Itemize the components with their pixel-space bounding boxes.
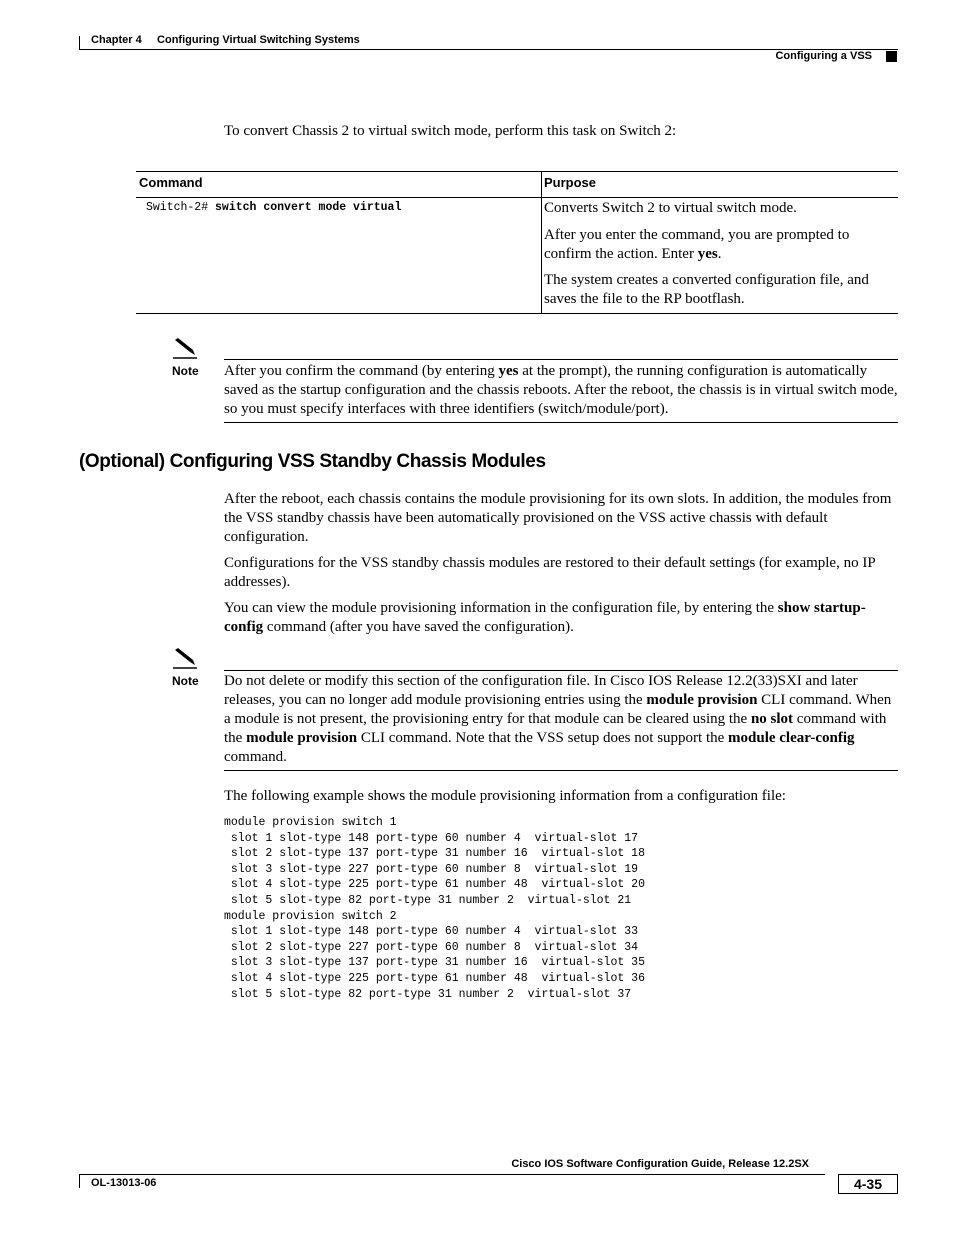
paragraph: You can view the module provisioning information in the configuration file, by entering the show startup-config command (after you have saved the configuration).	[224, 600, 866, 635]
code-line: slot 1 slot-type 148 port-type 60 number 4 virtual-slot 33	[224, 925, 639, 939]
code-line: module provision switch 1	[224, 816, 397, 829]
note-bottom-rule	[224, 422, 898, 423]
paragraph: After the reboot, each chassis contains the module provisioning for its own slots. In addition, the modules from the VSS standby chassis have been automatically provisioned on the VSS active chassis with default configuration.	[224, 491, 892, 545]
purpose-line-2: After you enter the command, you are prompted to confirm the action. Enter yes.	[544, 227, 850, 262]
footer-rule	[79, 1174, 825, 1175]
command-table	[136, 171, 898, 313]
code-example	[224, 815, 645, 1002]
cli-command: switch convert mode virtual	[215, 201, 402, 214]
footer-vertical-rule	[79, 1174, 80, 1188]
note-text: Do not delete or modify this section of the configuration file. In Cisco IOS Release 12.2(33)SXI and later releases, you can no longer add module provisioning entries using the module provision CLI command. When a module is not present, the provisioning entry for that module can be cleared using the no slot command with the module provision CLI command. Note that the VSS setup does not support the module clear-config command.	[224, 673, 892, 765]
code-line: slot 2 slot-type 137 port-type 31 number 16 virtual-slot 18	[224, 847, 645, 861]
code-line: module provision switch 2	[224, 909, 397, 923]
paragraph: Configurations for the VSS standby chassis modules are restored to their default settings (for example, no IP addresses).	[224, 555, 876, 590]
note-top-rule	[224, 359, 898, 360]
code-line: slot 4 slot-type 225 port-type 61 number 48 virtual-slot 20	[224, 878, 645, 892]
code-line: slot 3 slot-type 137 port-type 31 number 16 virtual-slot 35	[224, 956, 645, 970]
page-number: 4-35	[838, 1174, 898, 1194]
intro-text: To convert Chassis 2 to virtual switch mode, perform this task on Switch 2:	[224, 123, 677, 139]
code-line: slot 5 slot-type 82 port-type 31 number 2 virtual-slot 37	[224, 987, 632, 1001]
chapter-title: Configuring Virtual Switching Systems	[157, 34, 360, 46]
note-top-rule	[224, 670, 898, 671]
running-header-section: Configuring a VSS	[775, 50, 872, 62]
cli-prompt: Switch-2#	[146, 201, 209, 214]
purpose-line-1: Converts Switch 2 to virtual switch mode.	[544, 200, 797, 216]
code-line: slot 4 slot-type 225 port-type 61 number 48 virtual-slot 36	[224, 971, 645, 985]
code-line: slot 3 slot-type 227 port-type 60 number 8 virtual-slot 19	[224, 862, 639, 876]
note-text: After you confirm the command (by entering yes at the prompt), the running configuration is automatically saved as the startup configuration and the chassis reboots. After the reboot, the chassis is in virtual switch mode, so you must specify interfaces with three identifiers (switch/module/port).	[224, 363, 898, 417]
paragraph: The following example shows the module provisioning information from a configuration file:	[224, 788, 786, 804]
purpose-line-3: The system creates a converted configuration file, and saves the file to the RP bootflash.	[544, 272, 869, 307]
code-line: slot 1 slot-type 148 port-type 60 number 4 virtual-slot 17	[224, 831, 639, 845]
col-header-command: Command	[139, 175, 203, 190]
header-marker	[886, 51, 897, 62]
note-label: Note	[172, 364, 199, 378]
section-heading: (Optional) Configuring VSS Standby Chassis Modules	[79, 451, 546, 472]
command-cell	[146, 201, 401, 214]
chapter-number: Chapter 4	[91, 34, 142, 46]
col-header-purpose: Purpose	[544, 175, 597, 190]
note-label: Note	[172, 674, 199, 688]
code-line: slot 5 slot-type 82 port-type 31 number 2 virtual-slot 21	[224, 893, 632, 907]
code-line: slot 2 slot-type 227 port-type 60 number 8 virtual-slot 34	[224, 940, 639, 954]
footer-doc-id: OL-13013-06	[91, 1177, 157, 1189]
header-vertical-rule	[79, 36, 80, 49]
note-pencil-icon	[172, 648, 198, 670]
note-bottom-rule	[224, 770, 898, 771]
footer-book-title: Cisco IOS Software Configuration Guide, Release 12.2SX	[511, 1158, 809, 1170]
running-header-chapter	[91, 34, 360, 46]
note-pencil-icon	[172, 338, 198, 360]
